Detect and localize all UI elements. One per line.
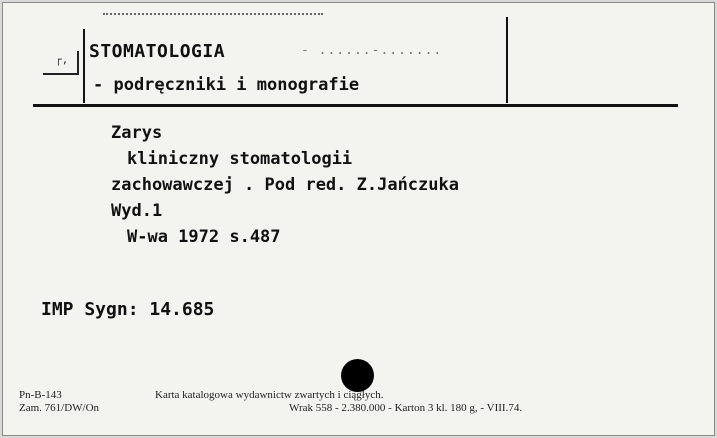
top-dotted-rule [103,13,323,15]
subject-heading: STOMATOLOGIA [89,41,226,62]
imprint-line: W-wa 1972 s.487 [127,227,281,247]
faint-heading-text: - ......-....... [301,43,443,58]
order-number: Zam. 761/DW/On [19,402,100,414]
call-number: IMP Sygn: 14.685 [41,299,215,320]
edition-line: Wyd.1 [111,201,163,221]
header-rule [33,104,678,107]
title-line-2: kliniczny stomatologii [127,149,353,169]
corner-mark: ┌, [55,53,69,66]
form-code: Pn-B-143 [19,389,62,401]
title-line-1: Zarys [111,123,163,143]
title-line-3: zachowawczej . Pod red. Z.Jańczuka [111,175,459,195]
card-title: Karta katalogowa wydawnictw zwartych i ciągłych. [155,389,384,401]
header-vertical-rule [83,29,85,103]
catalog-card [2,2,715,436]
subject-subheading: - podręczniki i monografie [93,75,360,95]
print-info: Wrak 558 - 2.380.000 - Karton 3 kl. 180 g, - VIII.74. [289,402,523,414]
right-vertical-rule [506,17,508,103]
punch-hole [341,359,374,392]
